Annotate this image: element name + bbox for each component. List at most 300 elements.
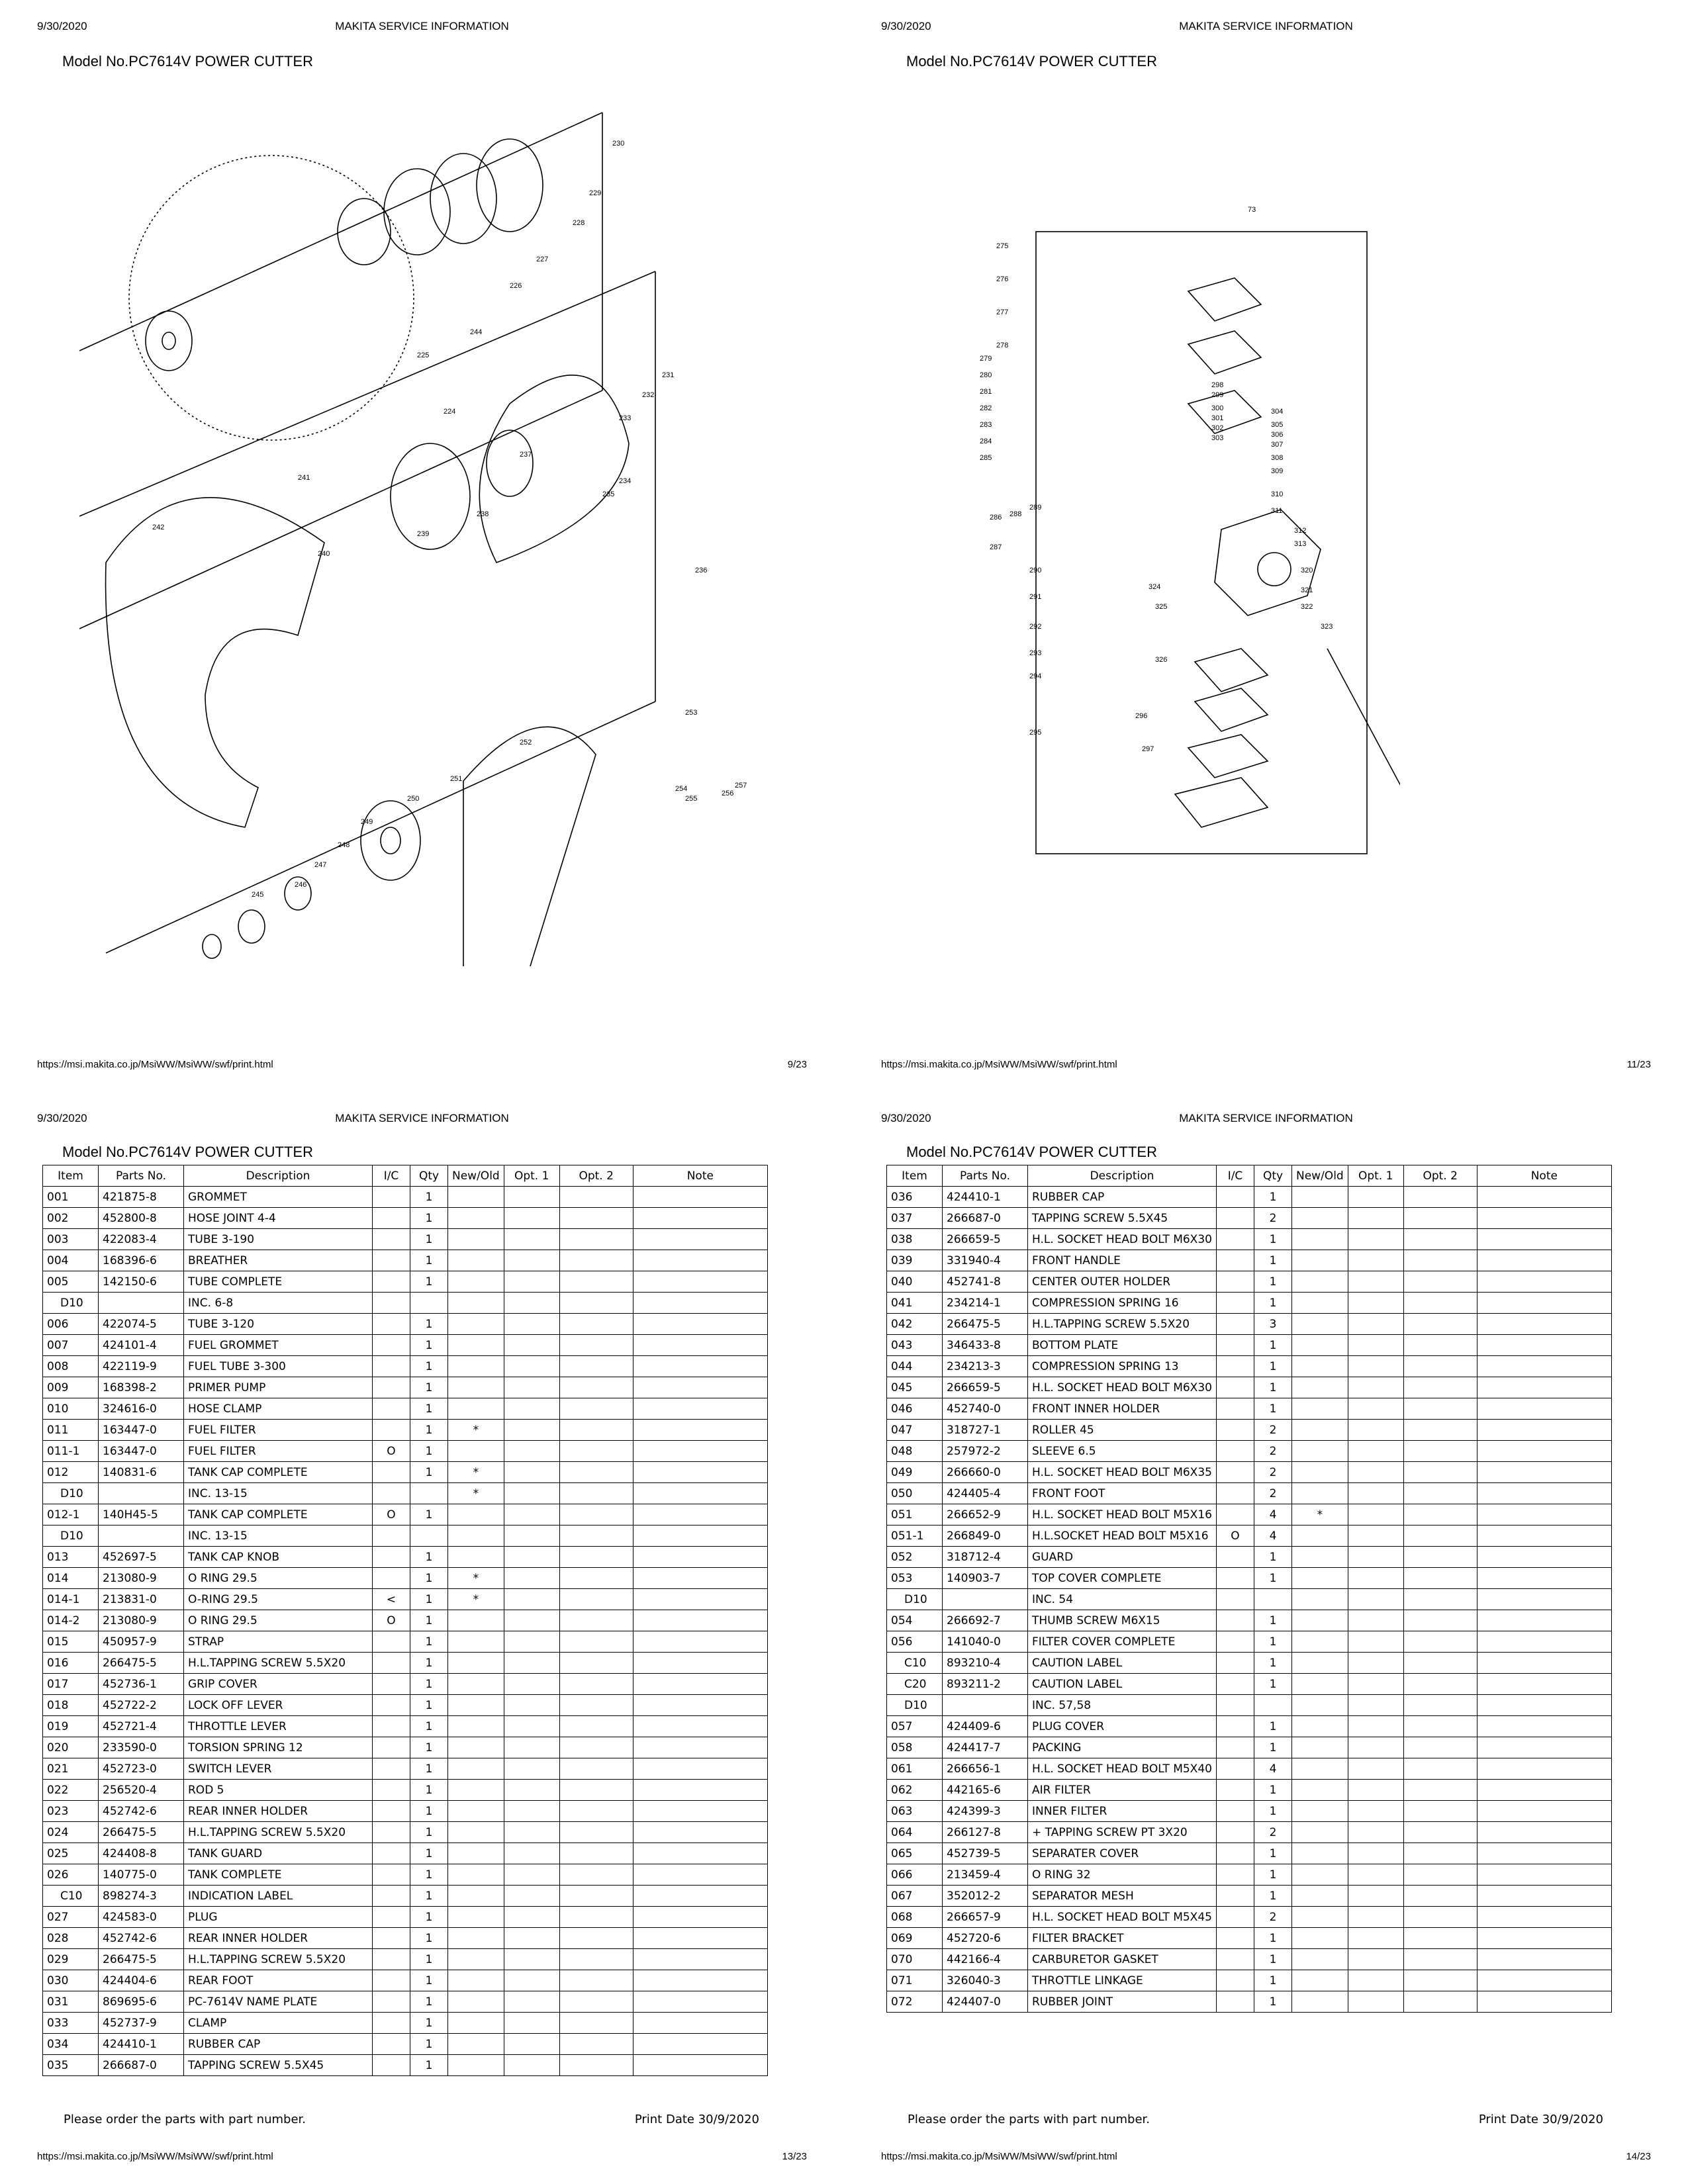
table-cell: 041 <box>887 1293 943 1314</box>
table-cell: 014-2 <box>43 1610 99 1631</box>
table-cell: 1 <box>410 1335 448 1356</box>
table-cell <box>448 1843 504 1864</box>
part-callout-label: 246 <box>295 881 307 889</box>
table-cell <box>1477 1610 1611 1631</box>
table-row <box>887 1250 1612 1271</box>
table-cell: 018 <box>43 1695 99 1716</box>
table-row <box>887 1377 1612 1398</box>
table-cell <box>373 2034 410 2055</box>
table-cell <box>1292 1780 1348 1801</box>
table-cell: 424583-0 <box>99 1907 184 1928</box>
table-cell: INC. 13-15 <box>184 1525 373 1547</box>
table-cell <box>1477 1377 1611 1398</box>
table-cell <box>1477 1928 1611 1949</box>
table-cell: 1 <box>410 1547 448 1568</box>
table-cell: REAR INNER HOLDER <box>184 1801 373 1822</box>
table-cell <box>1477 1907 1611 1928</box>
table-cell: 1 <box>410 1970 448 1991</box>
table-cell <box>373 1187 410 1208</box>
table-row <box>43 1504 768 1525</box>
part-callout-label: 300 <box>1211 404 1224 412</box>
table-cell: PLUG <box>184 1907 373 1928</box>
table-cell <box>373 1928 410 1949</box>
table-cell <box>633 1462 767 1483</box>
column-header: Qty <box>1254 1165 1292 1187</box>
table-cell <box>1403 1314 1477 1335</box>
table-cell: 266475-5 <box>99 1949 184 1970</box>
table-cell <box>504 1695 559 1716</box>
table-cell: CENTER OUTER HOLDER <box>1028 1271 1217 1293</box>
part-callout-label: 283 <box>980 421 992 429</box>
table-cell: 1 <box>410 1631 448 1653</box>
part-callout-label: 320 <box>1301 567 1313 574</box>
table-cell: 1 <box>1254 1716 1292 1737</box>
table-cell: 036 <box>887 1187 943 1208</box>
table-cell <box>1292 1949 1348 1970</box>
table-cell: 266659-5 <box>943 1229 1028 1250</box>
table-cell <box>448 1970 504 1991</box>
table-cell: 422119-9 <box>99 1356 184 1377</box>
table-row <box>43 1864 768 1886</box>
table-cell: 424404-6 <box>99 1970 184 1991</box>
table-row <box>887 1716 1612 1737</box>
part-callout-label: 255 <box>685 795 698 803</box>
table-cell <box>633 1356 767 1377</box>
table-cell <box>1292 1928 1348 1949</box>
table-cell <box>1477 1674 1611 1695</box>
table-cell: FRONT HANDLE <box>1028 1250 1217 1271</box>
table-row <box>887 1314 1612 1335</box>
part-callout-label: 306 <box>1271 431 1284 439</box>
table-cell <box>1217 1970 1254 1991</box>
part-callout-label: 257 <box>735 782 747 790</box>
table-cell <box>559 1293 633 1314</box>
part-callout-label: 294 <box>1029 672 1042 680</box>
part-callout-label: 248 <box>338 841 350 849</box>
table-cell <box>1348 1568 1403 1589</box>
table-cell: H.L. SOCKET HEAD BOLT M6X30 <box>1028 1229 1217 1250</box>
table-cell <box>559 1610 633 1631</box>
table-cell: 2 <box>1254 1462 1292 1483</box>
table-cell: 266687-0 <box>943 1208 1028 1229</box>
table-row <box>43 1886 768 1907</box>
table-row <box>43 1780 768 1801</box>
table-cell <box>1403 1907 1477 1928</box>
table-row <box>887 1843 1612 1864</box>
table-cell: 022 <box>43 1780 99 1801</box>
table-cell <box>448 1695 504 1716</box>
table-cell <box>1217 1547 1254 1568</box>
table-cell: 1 <box>410 1801 448 1822</box>
table-cell: BREATHER <box>184 1250 373 1271</box>
table-cell <box>633 1208 767 1229</box>
table-cell <box>1403 1229 1477 1250</box>
order-note: Please order the parts with part number. <box>64 2113 306 2126</box>
table-cell: INDICATION LABEL <box>184 1886 373 1907</box>
table-row <box>887 1695 1612 1716</box>
page-13 <box>0 1092 844 2184</box>
table-cell: SLEEVE 6.5 <box>1028 1441 1217 1462</box>
table-cell: 031 <box>43 1991 99 2013</box>
table-row <box>43 2034 768 2055</box>
table-cell: 070 <box>887 1949 943 1970</box>
table-cell: 452736-1 <box>99 1674 184 1695</box>
table-cell <box>1403 1801 1477 1822</box>
table-cell: 266687-0 <box>99 2055 184 2076</box>
table-cell: 1 <box>1254 1271 1292 1293</box>
table-cell <box>1292 1801 1348 1822</box>
table-row <box>887 1780 1612 1801</box>
table-cell <box>504 1949 559 1970</box>
model-title: Model No.PC7614V POWER CUTTER <box>906 1144 1157 1160</box>
table-cell <box>1348 1335 1403 1356</box>
table-cell <box>559 1737 633 1758</box>
footer-url: https://msi.makita.co.jp/MsiWW/MsiWW/swf/print.html <box>37 2151 273 2162</box>
column-header: Opt. 2 <box>559 1165 633 1187</box>
table-cell <box>1348 1653 1403 1674</box>
part-callout-label: 230 <box>612 140 625 148</box>
table-header-row <box>887 1165 1612 1187</box>
part-callout-label: 313 <box>1294 540 1307 548</box>
table-cell <box>504 1886 559 1907</box>
table-cell: THROTTLE LINKAGE <box>1028 1970 1217 1991</box>
table-cell <box>1292 1589 1348 1610</box>
table-cell <box>1292 1864 1348 1886</box>
table-cell: 1 <box>410 1504 448 1525</box>
table-cell <box>1292 1293 1348 1314</box>
table-cell: TAPPING SCREW 5.5X45 <box>1028 1208 1217 1229</box>
table-cell <box>1477 1229 1611 1250</box>
table-cell: 1 <box>1254 1674 1292 1695</box>
table-cell: CLAMP <box>184 2013 373 2034</box>
table-cell <box>559 1441 633 1462</box>
table-cell: 2 <box>1254 1483 1292 1504</box>
table-cell <box>559 1547 633 1568</box>
table-cell: SWITCH LEVER <box>184 1758 373 1780</box>
table-cell: H.L. SOCKET HEAD BOLT M5X45 <box>1028 1907 1217 1928</box>
table-cell <box>1348 1801 1403 1822</box>
table-cell <box>633 1843 767 1864</box>
table-cell: O <box>373 1504 410 1525</box>
table-cell <box>1217 1356 1254 1377</box>
table-cell <box>373 1314 410 1335</box>
table-cell <box>1254 1695 1292 1716</box>
table-cell <box>633 1907 767 1928</box>
part-callout-label: 288 <box>1009 510 1022 518</box>
table-cell: TUBE 3-120 <box>184 1314 373 1335</box>
page-11 <box>844 0 1688 1092</box>
table-row <box>43 1822 768 1843</box>
table-cell: 027 <box>43 1907 99 1928</box>
table-cell <box>1292 1653 1348 1674</box>
table-cell: 421875-8 <box>99 1187 184 1208</box>
footer-url: https://msi.makita.co.jp/MsiWW/MsiWW/swf/print.html <box>881 1059 1117 1070</box>
table-cell <box>1292 1758 1348 1780</box>
table-cell: O <box>373 1610 410 1631</box>
part-callout-label: 285 <box>980 454 992 462</box>
column-header: Description <box>184 1165 373 1187</box>
table-cell: 1 <box>410 1250 448 1271</box>
table-cell <box>1292 1229 1348 1250</box>
table-cell: TORSION SPRING 12 <box>184 1737 373 1758</box>
table-cell: HOSE JOINT 4-4 <box>184 1208 373 1229</box>
table-cell <box>504 1843 559 1864</box>
table-cell <box>1403 1271 1477 1293</box>
table-row <box>887 1631 1612 1653</box>
table-row <box>43 1293 768 1314</box>
table-cell: 1 <box>410 1716 448 1737</box>
table-cell: REAR INNER HOLDER <box>184 1928 373 1949</box>
table-cell <box>504 2013 559 2034</box>
table-cell: 001 <box>43 1187 99 1208</box>
table-cell: 266127-8 <box>943 1822 1028 1843</box>
table-cell <box>559 1377 633 1398</box>
table-cell <box>559 1886 633 1907</box>
table-cell: 213080-9 <box>99 1610 184 1631</box>
table-cell <box>1292 1420 1348 1441</box>
table-row <box>887 1928 1612 1949</box>
part-callout-label: 292 <box>1029 623 1042 631</box>
table-cell <box>504 1864 559 1886</box>
table-row <box>43 1356 768 1377</box>
table-cell <box>1217 1420 1254 1441</box>
table-cell <box>1217 1250 1254 1271</box>
table-cell <box>1477 1970 1611 1991</box>
table-cell <box>633 1737 767 1758</box>
part-callout-label: 298 <box>1211 381 1224 389</box>
table-cell: 140775-0 <box>99 1864 184 1886</box>
page-number: 9/23 <box>787 1059 807 1070</box>
table-cell: 424407-0 <box>943 1991 1028 2013</box>
table-cell <box>373 2013 410 2034</box>
table-cell: TAPPING SCREW 5.5X45 <box>184 2055 373 2076</box>
table-cell <box>448 1208 504 1229</box>
table-cell <box>633 1886 767 1907</box>
table-cell <box>1292 1187 1348 1208</box>
table-row <box>887 1991 1612 2013</box>
table-cell <box>1292 1483 1348 1504</box>
table-cell: H.L. SOCKET HEAD BOLT M6X35 <box>1028 1462 1217 1483</box>
table-cell <box>448 1631 504 1653</box>
table-cell <box>633 1610 767 1631</box>
table-cell: 011 <box>43 1420 99 1441</box>
table-row <box>887 1801 1612 1822</box>
table-cell: RUBBER CAP <box>184 2034 373 2055</box>
table-cell <box>1217 1801 1254 1822</box>
table-cell <box>1477 1208 1611 1229</box>
table-cell <box>504 1970 559 1991</box>
table-cell <box>1348 1610 1403 1631</box>
table-cell <box>504 1398 559 1420</box>
table-cell <box>373 2055 410 2076</box>
part-callout-label: 241 <box>298 474 310 482</box>
table-cell <box>1477 1525 1611 1547</box>
part-callout-label: 225 <box>417 351 430 359</box>
column-header: Item <box>887 1165 943 1187</box>
table-cell <box>504 1610 559 1631</box>
part-callout-label: 275 <box>996 242 1009 250</box>
table-cell: 266652-9 <box>943 1504 1028 1525</box>
table-cell: ROD 5 <box>184 1780 373 1801</box>
table-cell <box>448 1991 504 2013</box>
print-date: Print Date 30/9/2020 <box>1478 2113 1603 2126</box>
part-callout-label: 325 <box>1155 603 1168 611</box>
table-cell <box>1348 1716 1403 1737</box>
table-cell: 019 <box>43 1716 99 1737</box>
header-date: 9/30/2020 <box>37 1112 87 1124</box>
table-cell: 424417-7 <box>943 1737 1028 1758</box>
table-cell: INC. 57,58 <box>1028 1695 1217 1716</box>
part-callout-label: 308 <box>1271 454 1284 462</box>
table-cell <box>559 1525 633 1547</box>
table-cell: RUBBER CAP <box>1028 1187 1217 1208</box>
table-cell <box>559 1674 633 1695</box>
table-row <box>887 1864 1612 1886</box>
table-cell <box>559 1271 633 1293</box>
table-cell: 034 <box>43 2034 99 2055</box>
table-cell <box>1477 1780 1611 1801</box>
table-cell: H.L.TAPPING SCREW 5.5X20 <box>1028 1314 1217 1335</box>
page-number: 14/23 <box>1626 2151 1651 2162</box>
part-callout-label: 234 <box>619 477 632 485</box>
table-cell: 009 <box>43 1377 99 1398</box>
table-cell <box>373 1420 410 1441</box>
table-cell: 452740-0 <box>943 1398 1028 1420</box>
table-cell: H.L. SOCKET HEAD BOLT M5X16 <box>1028 1504 1217 1525</box>
table-cell: HOSE CLAMP <box>184 1398 373 1420</box>
table-cell <box>1348 1483 1403 1504</box>
table-cell <box>1348 1758 1403 1780</box>
table-cell <box>1403 1525 1477 1547</box>
table-cell <box>99 1525 184 1547</box>
table-cell <box>1292 1356 1348 1377</box>
column-header: Note <box>633 1165 767 1187</box>
table-cell: 015 <box>43 1631 99 1653</box>
table-cell <box>448 1335 504 1356</box>
table-cell: 1 <box>410 1441 448 1462</box>
table-cell: 266656-1 <box>943 1758 1028 1780</box>
table-cell <box>1403 1208 1477 1229</box>
table-cell <box>1477 1653 1611 1674</box>
table-cell: 012-1 <box>43 1504 99 1525</box>
table-cell: INC. 54 <box>1028 1589 1217 1610</box>
table-cell <box>373 1462 410 1483</box>
table-cell: 266475-5 <box>943 1314 1028 1335</box>
table-row <box>43 1547 768 1568</box>
table-cell: CARBURETOR GASKET <box>1028 1949 1217 1970</box>
table-cell <box>504 1716 559 1737</box>
table-cell <box>559 2055 633 2076</box>
table-cell <box>559 1483 633 1504</box>
part-callout-label: 277 <box>996 308 1009 316</box>
column-header: Qty <box>410 1165 448 1187</box>
table-row <box>887 1674 1612 1695</box>
table-cell <box>559 1928 633 1949</box>
table-cell <box>1348 1674 1403 1695</box>
table-row <box>43 1271 768 1293</box>
table-cell <box>1348 1271 1403 1293</box>
table-cell: 324616-0 <box>99 1398 184 1420</box>
table-cell: TOP COVER COMPLETE <box>1028 1568 1217 1589</box>
table-cell: 072 <box>887 1991 943 2013</box>
table-cell: 043 <box>887 1335 943 1356</box>
table-row <box>43 1843 768 1864</box>
table-cell: H.L.TAPPING SCREW 5.5X20 <box>184 1653 373 1674</box>
header-date: 9/30/2020 <box>881 20 931 32</box>
part-callout-label: 233 <box>619 414 632 422</box>
table-cell: 007 <box>43 1335 99 1356</box>
table-cell <box>373 1547 410 1568</box>
table-cell <box>559 1801 633 1822</box>
table-cell: 014-1 <box>43 1589 99 1610</box>
table-cell <box>1477 1398 1611 1420</box>
part-callout-label: 240 <box>318 550 330 558</box>
table-cell <box>1403 1928 1477 1949</box>
table-cell <box>1292 1991 1348 2013</box>
table-cell <box>559 1970 633 1991</box>
table-cell: 1 <box>1254 1229 1292 1250</box>
column-header: Opt. 1 <box>504 1165 559 1187</box>
table-cell: 4 <box>1254 1758 1292 1780</box>
table-cell <box>559 1420 633 1441</box>
table-cell <box>504 1208 559 1229</box>
table-cell <box>504 1335 559 1356</box>
table-cell <box>1403 1653 1477 1674</box>
table-cell: 266660-0 <box>943 1462 1028 1483</box>
table-cell <box>504 1758 559 1780</box>
table-cell: 142150-6 <box>99 1271 184 1293</box>
table-row <box>887 1758 1612 1780</box>
exploded-diagram-carburetor <box>976 199 1400 860</box>
table-cell: 1 <box>410 1229 448 1250</box>
table-cell: 266692-7 <box>943 1610 1028 1631</box>
table-cell <box>373 1398 410 1420</box>
table-cell: * <box>448 1568 504 1589</box>
table-cell <box>1403 1335 1477 1356</box>
table-cell: 049 <box>887 1462 943 1483</box>
table-cell: 326040-3 <box>943 1970 1028 1991</box>
table-cell <box>1217 1335 1254 1356</box>
table-cell <box>559 1589 633 1610</box>
table-cell: 424408-8 <box>99 1843 184 1864</box>
parts-table <box>42 1165 768 2076</box>
table-row <box>887 1208 1612 1229</box>
table-cell <box>633 1568 767 1589</box>
table-cell: 1 <box>1254 1801 1292 1822</box>
table-cell <box>1403 1631 1477 1653</box>
table-cell <box>559 1864 633 1886</box>
table-cell <box>373 1483 410 1504</box>
table-cell <box>448 1504 504 1525</box>
table-cell: 042 <box>887 1314 943 1335</box>
table-row <box>43 1949 768 1970</box>
table-cell <box>633 1293 767 1314</box>
table-cell <box>1348 1398 1403 1420</box>
table-cell <box>1403 1356 1477 1377</box>
table-cell <box>1403 1568 1477 1589</box>
table-row <box>43 1695 768 1716</box>
table-cell <box>1403 1991 1477 2013</box>
table-cell <box>1217 1208 1254 1229</box>
table-cell <box>504 1229 559 1250</box>
table-cell: 422083-4 <box>99 1229 184 1250</box>
table-cell: THUMB SCREW M6X15 <box>1028 1610 1217 1631</box>
table-cell <box>448 1293 504 1314</box>
table-cell: FRONT INNER HOLDER <box>1028 1398 1217 1420</box>
table-cell <box>1403 1293 1477 1314</box>
table-cell: 062 <box>887 1780 943 1801</box>
table-cell <box>1348 1780 1403 1801</box>
